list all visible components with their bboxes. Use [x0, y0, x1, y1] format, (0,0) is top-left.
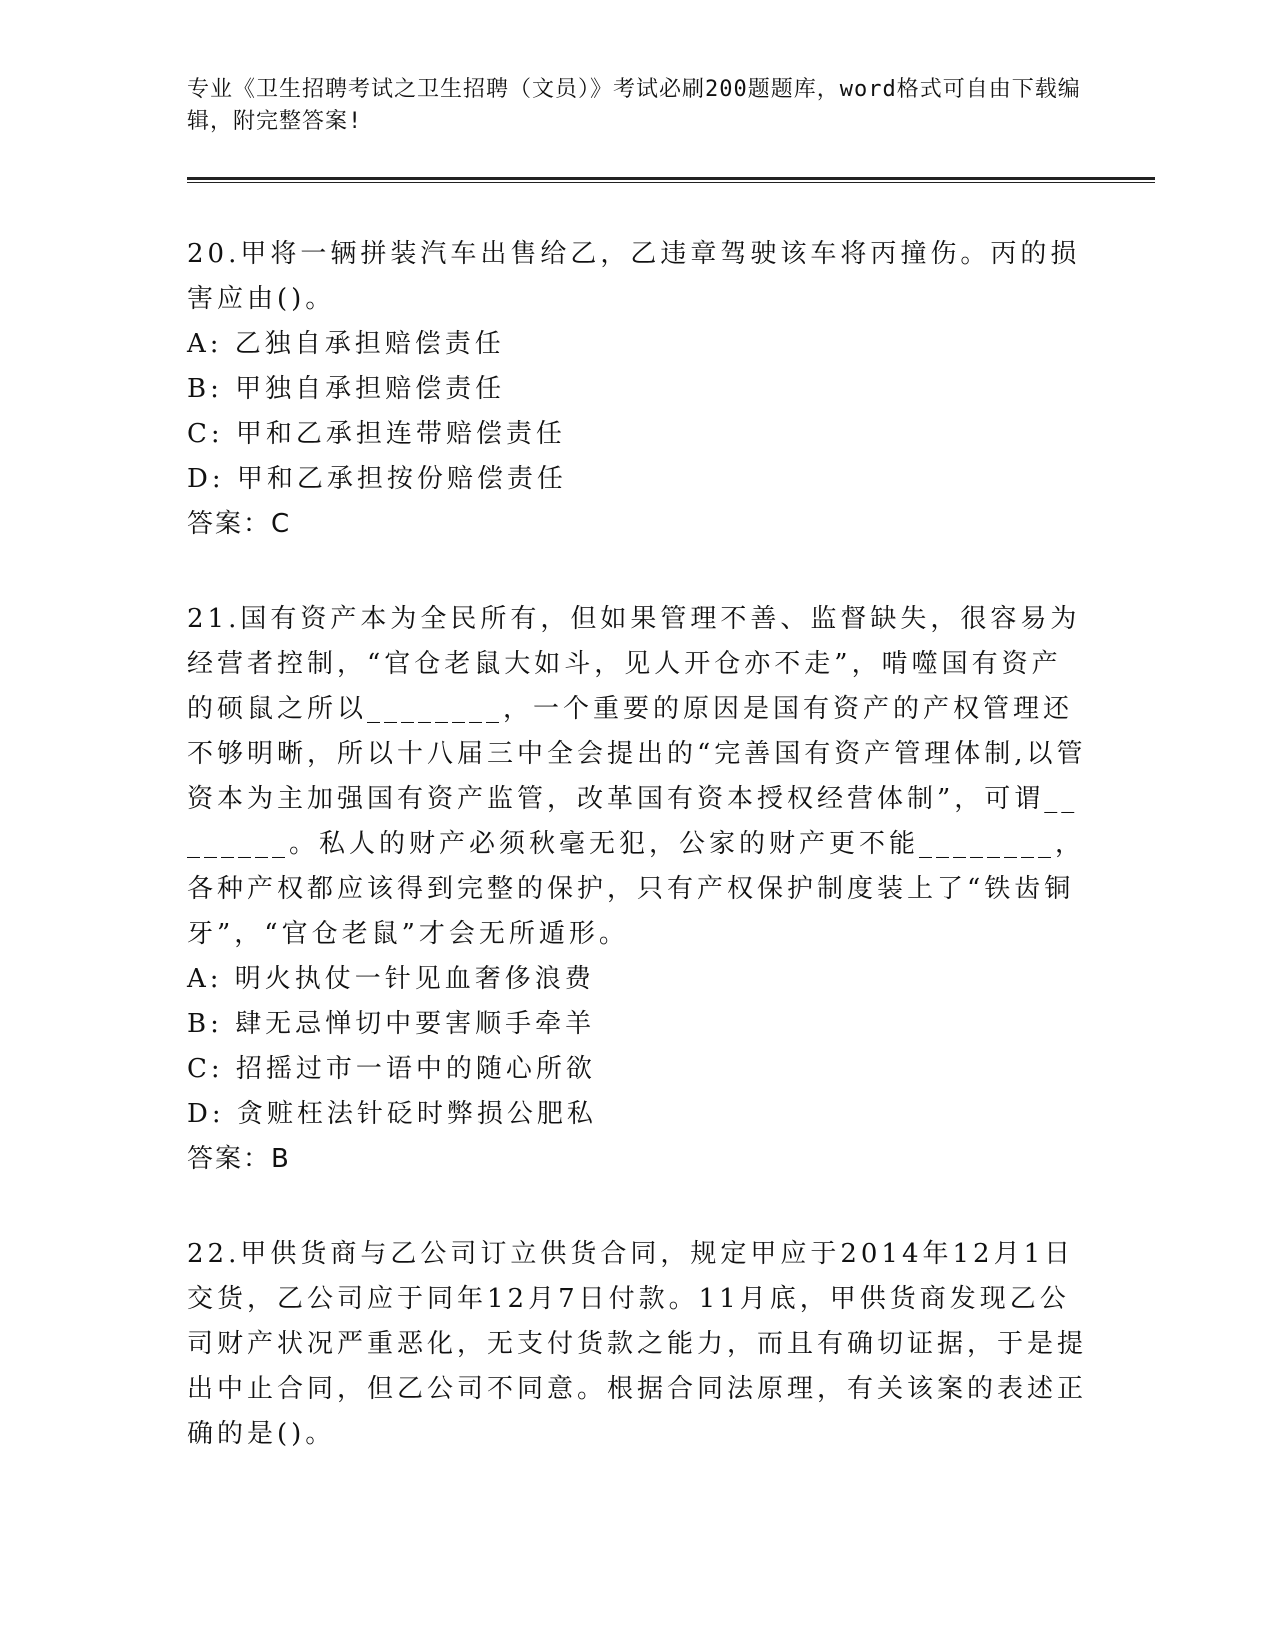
answer: 答案：C: [187, 509, 292, 539]
header-rule-thick: [187, 177, 1155, 180]
header-rule-thin: [187, 182, 1155, 183]
answer: 答案：B: [187, 1144, 291, 1174]
question-21: [187, 597, 1087, 1182]
question-text: 20.甲将一辆拼装汽车出售给乙，乙违章驾驶该车将丙撞伤。丙的损害应由()。: [187, 239, 1081, 314]
option-b: B: 甲独自承担赔偿责任: [187, 374, 506, 404]
option-c: C: 甲和乙承担连带赔偿责任: [187, 419, 566, 449]
option-a: A: 乙独自承担赔偿责任: [187, 329, 505, 359]
option-b: B: 肆无忌惮切中要害顺手牵羊: [187, 1009, 596, 1039]
option-d: D: 甲和乙承担按份赔偿责任: [187, 464, 567, 494]
question-22: [187, 1232, 1087, 1457]
question-text: 22.甲供货商与乙公司订立供货合同，规定甲应于2014年12月1日交货，乙公司应于同年12月7日付款。11月底，甲供货商发现乙公司财产状况严重恶化，无支付货款之能力，而且有确切证据，于是提出中止合同，但乙公司不同意。根据合同法原理，有关该案的表述正确的是()。: [187, 1239, 1088, 1449]
option-c: C: 招摇过市一语中的随心所欲: [187, 1054, 596, 1084]
document-header: 专业《卫生招聘考试之卫生招聘（文员）》考试必刷200题题库，word格式可自由下载编辑，附完整答案!: [187, 77, 1081, 134]
option-a: A: 明火执仗一针见血奢侈浪费: [187, 964, 595, 994]
question-20: [187, 232, 1087, 547]
option-d: D: 贪赃枉法针砭时弊损公肥私: [187, 1099, 597, 1129]
question-text: 21.国有资产本为全民所有，但如果管理不善、监督缺失，很容易为经营者控制，“官仓老鼠大如斗，见人开仓亦不走”，啃噬国有资产的硕鼠之所以________，一个重要的原因是国有资产的产权管理还不够明晰，所以十八届三中全会提出的“完善国有资产管理体制,以管资本为主加强国有资产监管，改革国有资本授权经营体制”，可谓________。私人的财产必须秋毫无犯，公家的财产更不能________，各种产权都应该得到完整的保护，只有产权保护制度装上了“铁齿铜牙”，“官仓老鼠”才会无所遁形。: [187, 604, 1087, 949]
